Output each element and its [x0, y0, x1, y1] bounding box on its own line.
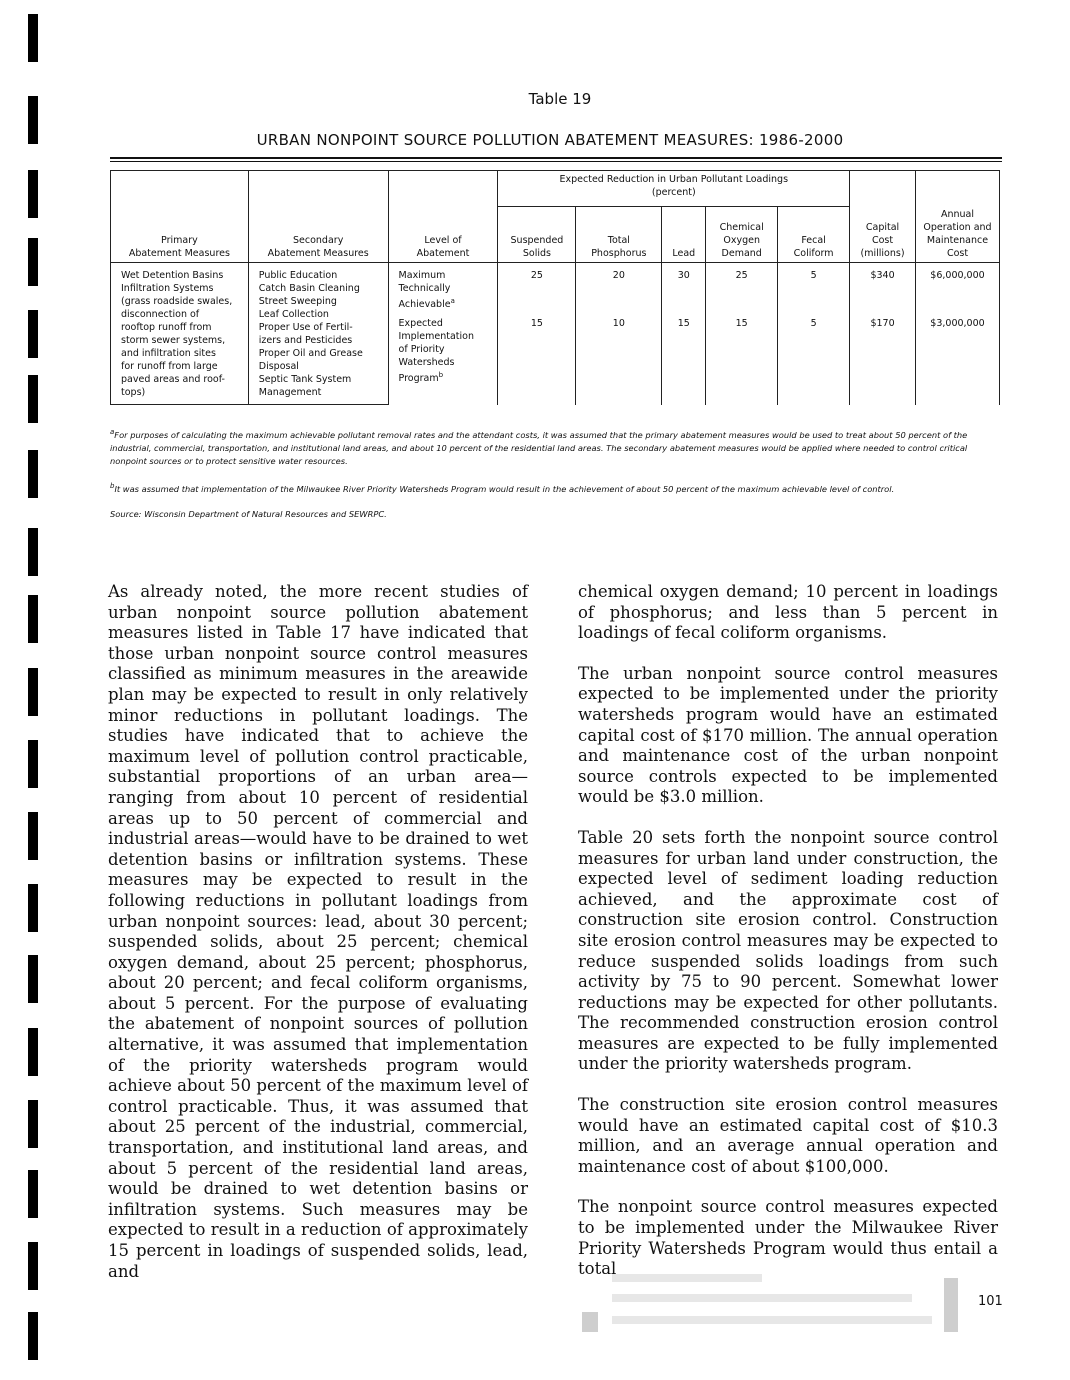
header-level: Level of Abatement [388, 171, 498, 263]
binder-mark [28, 1242, 38, 1290]
header-fecal-coliform: Fecal Coliform [778, 207, 850, 263]
footnote-mark: a [110, 428, 115, 436]
header-capital-cost: Capital Cost (millions) [850, 171, 916, 263]
header-annual-cost: Annual Operation and Maintenance Cost [916, 171, 1000, 263]
level-cell [388, 315, 498, 405]
binder-mark [28, 1312, 38, 1360]
library-stamp-watermark [582, 1268, 962, 1338]
table-cell: $3,000,000 [916, 315, 1000, 405]
abatement-table [110, 170, 1000, 405]
table-cell: 20 [576, 263, 662, 315]
table-source: Source: Wisconsin Department of Natural Resources and SEWRPC. [110, 508, 387, 519]
table-label: Table 19 [528, 90, 592, 108]
table-cell: 5 [778, 315, 850, 405]
binder-mark [28, 528, 38, 576]
binder-mark [28, 884, 38, 932]
header-expected-reduction: Expected Reduction in Urban Pollutant Loadings (percent) [498, 171, 850, 207]
primary-measures-cell: Wet Detention Basins Infiltration Systems (grass roadside swales, disconnection of rooftop runoff from storm sewer systems, and infiltration sites for runoff from large paved areas and roof- tops) [111, 263, 249, 405]
binder-mark [28, 238, 38, 286]
footnote-text: For purposes of calculating the maximum achievable pollutant removal rates and the attendant costs, it was assumed that the primary abatement measures would be used to treat about 50 percent of the industrial, commercial, transportation, and institutional land areas, and about 10 percent of the residential land areas. The secondary abatement measures would be applied where needed to control critical nonpoint sources or to protect sensitive water resources. [110, 429, 968, 466]
footnote-text: It was assumed that implementation of the Milwaukee River Priority Watersheds Program would result in the achievement of about 50 percent of the maximum achievable level of control. [114, 483, 895, 494]
body-paragraph: chemical oxygen demand; 10 percent in loadings of phosphorus; and less than 5 percent in loadings of fecal coliform organisms. [578, 582, 998, 643]
table-title: URBAN NONPOINT SOURCE POLLUTION ABATEMENT MEASURES: 1986-2000 [256, 131, 844, 149]
footnote-ref: a [450, 297, 455, 305]
binder-mark [28, 595, 38, 643]
table-footnotes [110, 426, 1000, 533]
binder-mark [28, 1100, 38, 1148]
header-cod: Chemical Oxygen Demand [706, 207, 778, 263]
title-rule [110, 157, 1002, 159]
table-cell: 25 [498, 263, 576, 315]
table-cell: $340 [850, 263, 916, 315]
binder-mark [28, 668, 38, 716]
binder-mark [28, 14, 38, 62]
footnote-b [110, 480, 1000, 496]
body-paragraph: Table 20 sets forth the nonpoint source control measures for urban land under construction, the expected level of sediment loading reduction achieved, and the approximate cost of construction site erosion control. Construction site erosion control measures may be expected to reduce suspended solids loadings from such activity by 75 to 90 percent. Somewhat lower reductions may be expected for other pollutants. The recommended construction erosion control measures are expected to be fully implemented under the priority watersheds program. [578, 827, 998, 1074]
header-primary: Primary Abatement Measures [111, 171, 249, 263]
table-cell: $6,000,000 [916, 263, 1000, 315]
title-rule-thin [110, 161, 1002, 162]
table-cell: 15 [706, 315, 778, 405]
page-number: 101 [978, 1294, 1003, 1309]
body-paragraph: The nonpoint source control measures expected to be implemented under the Milwaukee River Priority Watersheds Program would thus entail a total [578, 1197, 998, 1279]
binder-mark [28, 450, 38, 498]
footnote-ref: b [438, 370, 444, 379]
header-lead: Lead [662, 207, 706, 263]
header-suspended-solids: Suspended Solids [498, 207, 576, 263]
level-cell [388, 263, 498, 315]
secondary-measures-cell: Public Education Catch Basin Cleaning Street Sweeping Leaf Collection Proper Use of Fertil- izers and Pesticides Proper Oil and Grease Disposal Septic Tank System Management [248, 263, 388, 405]
level-text: Maximum Technically Achievable [398, 270, 451, 311]
header-total-phosphorus: Total Phosphorus [576, 207, 662, 263]
footnote-mark: b [110, 481, 115, 490]
binder-mark [28, 170, 38, 218]
footnote-a [110, 426, 1000, 468]
table-cell: 15 [662, 315, 706, 405]
body-paragraph: The urban nonpoint source control measures expected to be implemented under the priority watersheds program would have an estimated capital cost of $170 million. The annual operation and maintenance cost of the urban nonpoint source controls expected to be implemented would be $3.0 million. [578, 663, 998, 807]
binder-mark [28, 375, 38, 423]
table-cell: $170 [850, 315, 916, 405]
binder-mark [28, 310, 38, 358]
binder-mark [28, 1170, 38, 1218]
right-column [578, 582, 998, 1300]
body-paragraph: As already noted, the more recent studies of urban nonpoint source pollution abatement measures listed in Table 17 have indicated that those urban nonpoint source control measures classified as minimum measures in the areawide plan may be expected to result in only relatively minor reductions in pollutant loadings. The studies have indicated that to achieve the maximum level of pollution control practicable, substantial proportions of an urban area—ranging from about 10 percent of residential areas up to 50 percent of commercial and industrial areas—would have to be drained to wet detention basins or infiltration systems. These measures may be expected to result in the following reductions in pollutant loadings from urban nonpoint sources: lead, about 30 percent; suspended solids, about 25 percent; chemical oxygen demand, about 25 percent; phosphorus, about 20 percent; and fecal coliform organisms, about 5 percent. For the purpose of evaluating the abatement of nonpoint sources of pollution alternative, it was assumed that implementation of the priority watersheds program would achieve about 50 percent of the maximum level of control practicable. Thus, it was assumed that about 25 percent of the industrial, commercial, transportation, and institutional land areas, and about 5 percent of the residential land areas, would be drained to wet detention basins or infiltration systems. Such measures may be expected to result in a reduction of approximately 15 percent in loadings of suspended solids, lead, and [108, 582, 528, 1281]
binder-mark [28, 740, 38, 788]
binder-mark [28, 1028, 38, 1076]
stamp-texture [582, 1268, 962, 1338]
table-cell: 10 [576, 315, 662, 405]
header-secondary: Secondary Abatement Measures [248, 171, 388, 263]
body-paragraph: The construction site erosion control measures would have an estimated capital cost of $10.3 million, and an average annual operation and maintenance cost of about $100,000. [578, 1095, 998, 1176]
left-column [108, 582, 528, 1302]
table-cell: 5 [778, 263, 850, 315]
binder-mark [28, 955, 38, 1003]
level-text: Expected Implementation of Priority Watersheds Program [398, 317, 474, 384]
table-cell: 25 [706, 263, 778, 315]
table-cell: 30 [662, 263, 706, 315]
binder-mark [28, 812, 38, 860]
table-cell: 15 [498, 315, 576, 405]
